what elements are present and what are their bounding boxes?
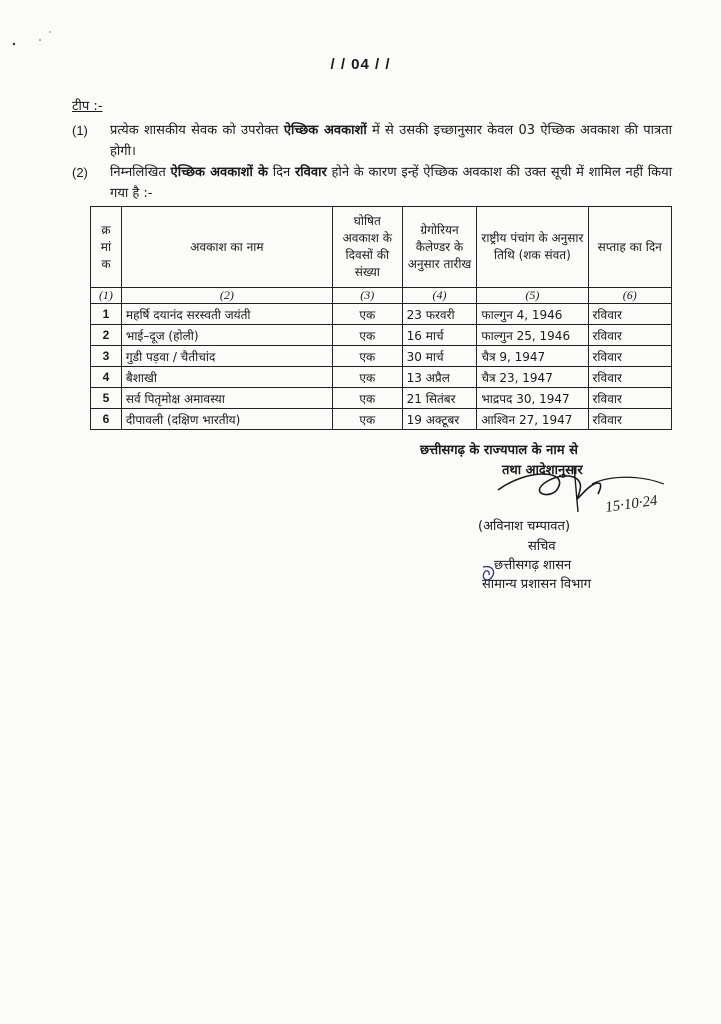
header-serial: क्र मां क [91, 207, 122, 288]
table-row [91, 304, 672, 325]
cell-serial: 5 [91, 388, 122, 409]
cell-holiday-name: महर्षि दयानंद सरस्वती जयंती [121, 304, 332, 325]
cell-days-count: एक [332, 388, 402, 409]
column-number: (4) [402, 288, 477, 304]
header-days-count: घोषित अवकाश के दिवसों की संख्या [332, 207, 402, 288]
cell-serial: 6 [91, 409, 122, 430]
header-holiday-name: अवकाश का नाम [121, 207, 332, 288]
cell-gregorian-date: 21 सितंबर [402, 388, 477, 409]
table-header-row [91, 207, 672, 288]
svg-text:15·10·24: 15·10·24 [604, 492, 659, 516]
column-number: (6) [588, 288, 672, 304]
cell-weekday: रविवार [588, 388, 672, 409]
cell-weekday: रविवार [588, 304, 672, 325]
cell-weekday: रविवार [588, 346, 672, 367]
header-gregorian-date: ग्रेगोरियन कैलेण्डर के अनुसार तारीख [402, 207, 477, 288]
cell-days-count: एक [332, 346, 402, 367]
scan-speck-marks [6, 28, 66, 52]
cell-saka-date: चैत्र 23, 1947 [477, 367, 588, 388]
cell-gregorian-date: 13 अप्रैल [402, 367, 477, 388]
table-row [91, 388, 672, 409]
column-number: (3) [332, 288, 402, 304]
cell-saka-date: चैत्र 9, 1947 [477, 346, 588, 367]
cell-weekday: रविवार [588, 367, 672, 388]
officer-name: (अविनाश चम्पावत) [478, 519, 571, 534]
note-1 [72, 120, 672, 162]
cell-gregorian-date: 19 अक्टूबर [402, 409, 477, 430]
cell-weekday: रविवार [588, 409, 672, 430]
notes-heading: टीप :- [72, 99, 103, 114]
cell-saka-date: भाद्रपद 30, 1947 [477, 388, 588, 409]
cell-holiday-name: भाई–दूज (होली) [121, 325, 332, 346]
column-number: (2) [121, 288, 332, 304]
government-name: छत्तीसगढ़ शासन [494, 558, 572, 573]
table-row [91, 325, 672, 346]
note-2-number: (2) [72, 165, 88, 180]
note-2-text: निम्नलिखित ऐच्छिक अवकाशों के दिन रविवार होने के कारण इन्हें ऐच्छिक अवकाश की उक्त सूची में शामिल नहीं किया गया है :- [110, 165, 673, 201]
cell-gregorian-date: 30 मार्च [402, 346, 477, 367]
cell-serial: 4 [91, 367, 122, 388]
cell-days-count: एक [332, 325, 402, 346]
cell-days-count: एक [332, 409, 402, 430]
table-row [91, 346, 672, 367]
column-number: (1) [91, 288, 122, 304]
handwritten-signature [488, 460, 678, 520]
authority-line-2: तथा आदेशानुसार [502, 463, 583, 478]
cell-weekday: रविवार [588, 325, 672, 346]
table-row [91, 409, 672, 430]
cell-holiday-name: बैशाखी [121, 367, 332, 388]
column-number: (5) [477, 288, 588, 304]
optional-holidays-table [90, 206, 672, 430]
cell-saka-date: फाल्गुन 25, 1946 [477, 325, 588, 346]
initials-mark [478, 563, 500, 585]
note-1-number: (1) [72, 123, 88, 138]
page-number: / / 04 / / [330, 56, 391, 73]
cell-holiday-name: दीपावली (दक्षिण भारतीय) [121, 409, 332, 430]
header-weekday: सप्ताह का दिन [588, 207, 672, 288]
authority-line-1: छत्तीसगढ़ के राज्यपाल के नाम से [420, 443, 578, 458]
note-1-text: प्रत्येक शासकीय सेवक को उपरोक्त ऐच्छिक अवकाशों में से उसकी इच्छानुसार केवल 03 ऐच्छिक अवकाश की पात्रता होगी। [110, 123, 672, 159]
cell-serial: 2 [91, 325, 122, 346]
cell-serial: 3 [91, 346, 122, 367]
cell-days-count: एक [332, 304, 402, 325]
cell-gregorian-date: 23 फरवरी [402, 304, 477, 325]
cell-holiday-name: सर्व पितृमोक्ष अमावस्या [121, 388, 332, 409]
officer-designation: सचिव [528, 539, 556, 554]
cell-saka-date: फाल्गुन 4, 1946 [477, 304, 588, 325]
cell-serial: 1 [91, 304, 122, 325]
cell-gregorian-date: 16 मार्च [402, 325, 477, 346]
cell-saka-date: आश्विन 27, 1947 [477, 409, 588, 430]
header-saka-date: राष्ट्रीय पंचांग के अनुसार तिथि (शक संवत) [477, 207, 588, 288]
cell-holiday-name: गुडी पड़वा / चैतीचांद [121, 346, 332, 367]
cell-days-count: एक [332, 367, 402, 388]
department-name: सामान्य प्रशासन विभाग [482, 577, 591, 592]
column-number-row [91, 288, 672, 304]
table-row [91, 367, 672, 388]
note-2 [72, 162, 672, 204]
